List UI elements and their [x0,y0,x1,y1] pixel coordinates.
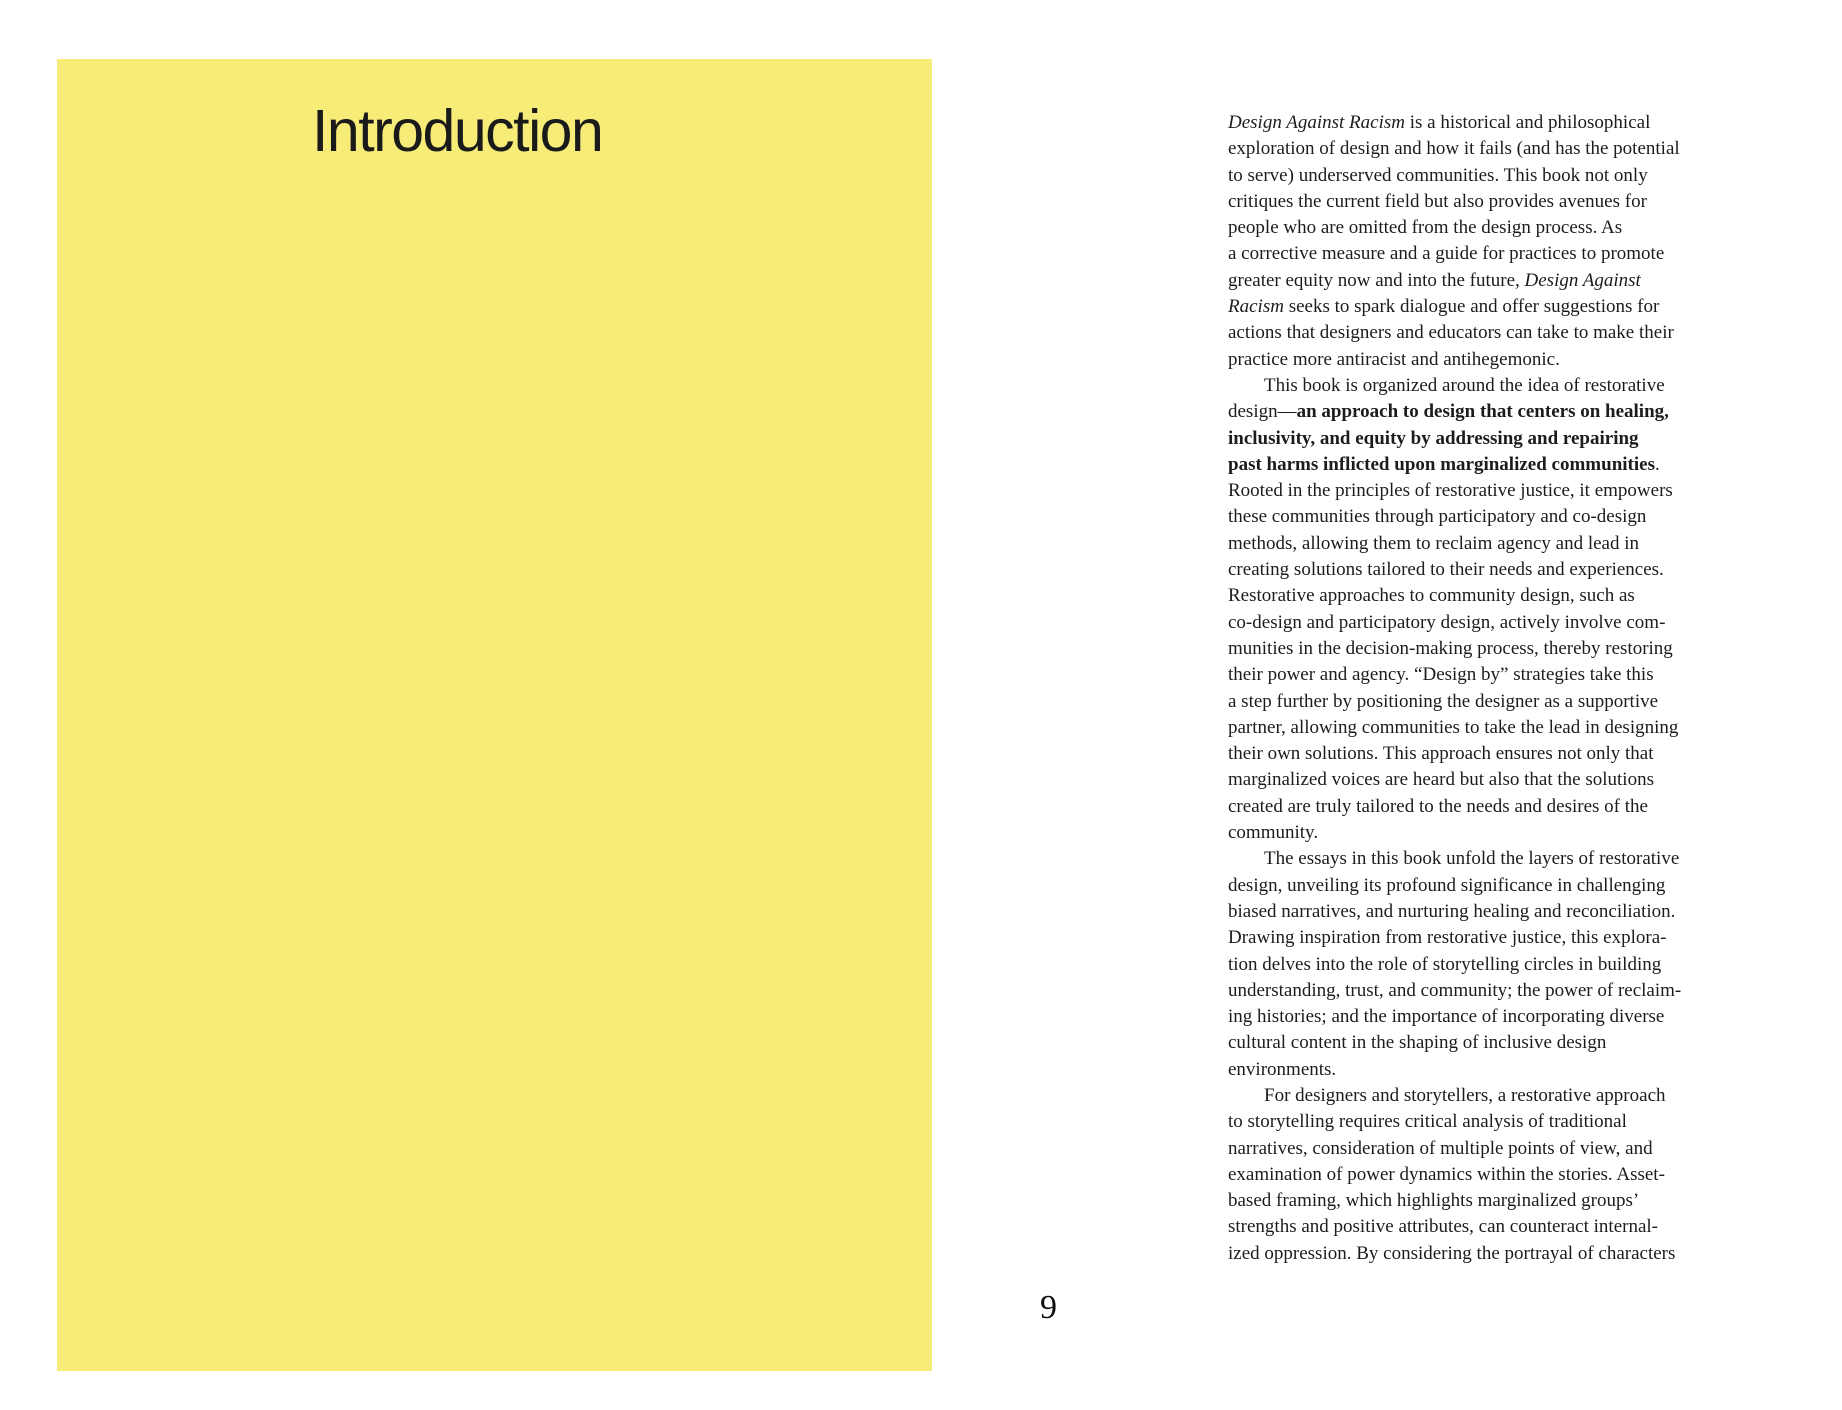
text-run: design, unveiling its profound significance in challenging [1228,874,1666,896]
text-line [1228,373,1768,399]
text-line [1228,452,1768,478]
text-line [1228,820,1768,846]
text-line [1228,610,1768,636]
text-run: biased narratives, and nurturing healing and reconciliation. [1228,900,1676,922]
text-line [1228,741,1768,767]
text-line [1228,110,1768,136]
text-run: to storytelling requires critical analysis of traditional [1228,1111,1627,1133]
text-line [1228,1188,1768,1214]
text-run: these communities through participatory and co-design [1228,506,1647,528]
text-run: Drawing inspiration from restorative justice, this explora- [1228,927,1667,949]
text-run: greater equity now and into the future, [1228,269,1525,291]
text-run: exploration of design and how it fails (and has the potential [1228,138,1680,160]
text-run: people who are omitted from the design process. As [1228,217,1623,239]
text-run: ized oppression. By considering the portrayal of characters [1228,1242,1676,1264]
text-run: community. [1228,822,1319,844]
body-text-column [1228,110,1768,1267]
text-line [1228,689,1768,715]
text-line [1228,1241,1768,1267]
text-line [1228,715,1768,741]
text-run: The essays in this book unfold the layers of restorative [1264,848,1680,870]
text-line [1228,846,1768,872]
text-line [1228,268,1768,294]
text-run: based framing, which highlights marginalized groups’ [1228,1190,1640,1212]
text-run: created are truly tailored to the needs and desires of the [1228,795,1648,817]
text-run: strengths and positive attributes, can counteract internal- [1228,1216,1658,1238]
text-line [1228,899,1768,925]
text-line [1228,1162,1768,1188]
text-line [1228,320,1768,346]
text-run: an approach to design that centers on healing, [1296,401,1669,423]
text-run: co-design and participatory design, actively involve com- [1228,611,1666,633]
text-run: to serve) underserved communities. This book not only [1228,164,1648,186]
text-line [1228,873,1768,899]
text-run: ing histories; and the importance of incorporating diverse [1228,1006,1665,1028]
text-line [1228,426,1768,452]
text-run: Design Against [1524,269,1641,291]
text-line [1228,1057,1768,1083]
text-line [1228,189,1768,215]
text-line [1228,978,1768,1004]
text-line [1228,478,1768,504]
text-run: . [1654,453,1660,475]
text-run: understanding, trust, and community; the power of reclaim- [1228,979,1682,1001]
text-line [1228,504,1768,530]
text-run: This book is organized around the idea of restorative [1264,374,1665,396]
text-run: marginalized voices are heard but also that the solutions [1228,769,1654,791]
text-line [1228,583,1768,609]
text-line [1228,163,1768,189]
text-run: munities in the decision-making process, thereby restoring [1228,637,1673,659]
text-run: Restorative approaches to community design, such as [1228,585,1635,607]
text-line [1228,636,1768,662]
text-run: seeks to spark dialogue and offer suggestions for [1283,296,1660,318]
text-line [1228,294,1768,320]
text-run: their own solutions. This approach ensures not only that [1228,743,1654,765]
text-run: actions that designers and educators can take to make their [1228,322,1674,344]
text-run: design— [1228,401,1297,423]
text-run: past harms inflicted upon marginalized communities [1228,453,1655,475]
text-line [1228,557,1768,583]
text-run: For designers and storytellers, a restorative approach [1264,1084,1666,1106]
text-run: Rooted in the principles of restorative justice, it empowers [1228,480,1673,502]
text-line [1228,952,1768,978]
text-run: environments. [1228,1058,1337,1080]
text-run: partner, allowing communities to take the lead in designing [1228,716,1679,738]
text-run: critiques the current field but also provides avenues for [1228,190,1647,212]
text-line [1228,1004,1768,1030]
text-run: their power and agency. “Design by” strategies take this [1228,664,1654,686]
text-run: Design Against Racism [1228,112,1405,133]
text-line [1228,399,1768,425]
chapter-title: Introduction [312,98,603,164]
text-line [1228,136,1768,162]
text-line [1228,531,1768,557]
text-run: cultural content in the shaping of inclusive design [1228,1032,1607,1054]
text-line [1228,1030,1768,1056]
text-run: examination of power dynamics within the stories. Asset- [1228,1163,1665,1185]
text-line [1228,215,1768,241]
text-run: inclusivity, and equity by addressing and repairing [1228,427,1639,449]
text-line [1228,347,1768,373]
text-line [1228,1136,1768,1162]
text-line [1228,1083,1768,1109]
page-number: 9 [1040,1289,1057,1326]
text-run: Racism [1228,296,1284,318]
text-run: tion delves into the role of storytelling circles in building [1228,953,1662,975]
text-line [1228,925,1768,951]
text-line [1228,662,1768,688]
text-run: a corrective measure and a guide for practices to promote [1228,243,1665,265]
text-line [1228,241,1768,267]
text-line [1228,767,1768,793]
text-run: practice more antiracist and antihegemonic. [1228,348,1560,370]
text-run: narratives, consideration of multiple points of view, and [1228,1137,1653,1159]
text-run: is a historical and philosophical [1404,112,1651,133]
chapter-opener-panel [57,59,932,1371]
text-run: a step further by positioning the designer as a supportive [1228,690,1659,712]
text-run: creating solutions tailored to their needs and experiences. [1228,559,1664,581]
text-line [1228,794,1768,820]
text-line [1228,1214,1768,1240]
text-run: methods, allowing them to reclaim agency and lead in [1228,532,1640,554]
text-line [1228,1109,1768,1135]
